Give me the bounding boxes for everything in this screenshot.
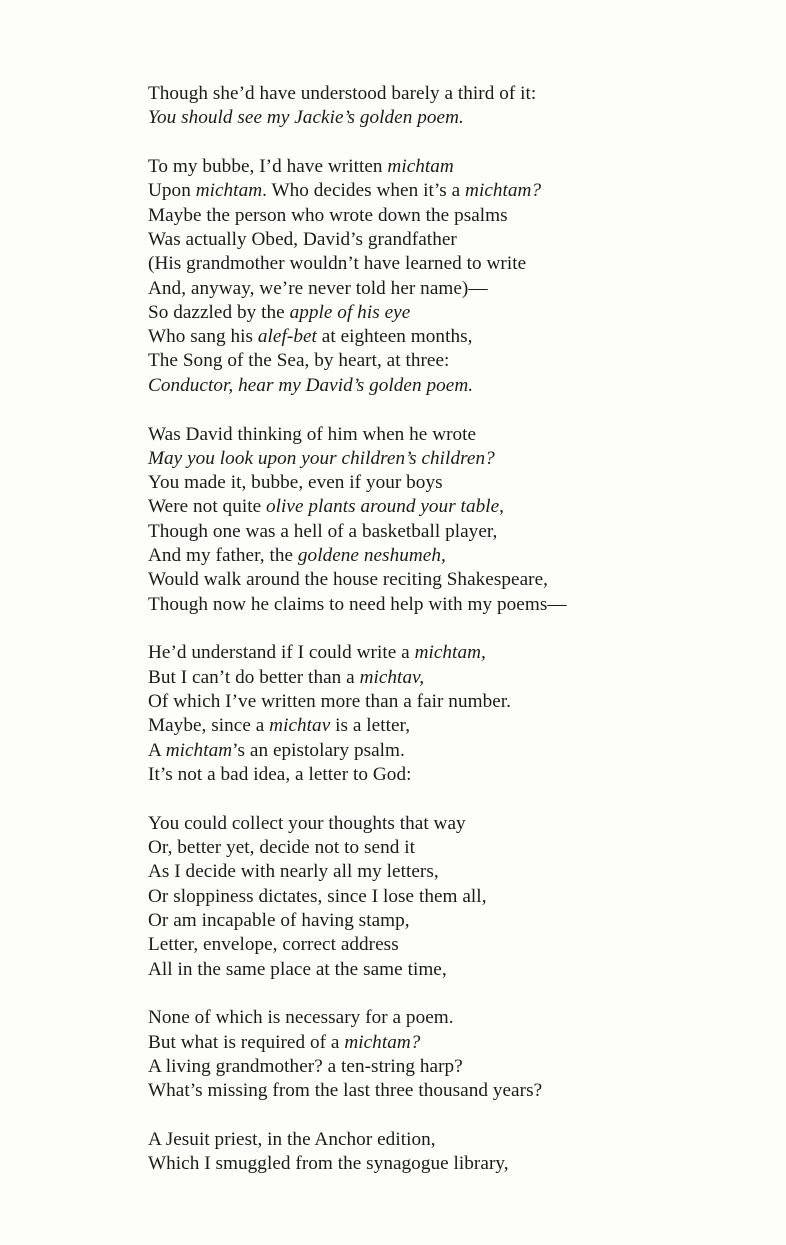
poem-line	[148, 228, 768, 252]
poem-line	[148, 812, 768, 836]
poem-line	[148, 277, 768, 301]
roman-text: But what is required of a	[148, 1031, 345, 1053]
stanza	[148, 1128, 768, 1177]
roman-text: . Who decides when it’s a	[262, 180, 466, 202]
poem-line	[148, 1079, 768, 1103]
poem-line	[148, 106, 768, 130]
roman-text: A	[148, 739, 166, 761]
roman-text: Though now he claims to need help with my poems—	[148, 593, 567, 615]
italic-text: michtam?	[344, 1031, 421, 1053]
poem-line	[148, 763, 768, 787]
roman-text: Or sloppiness dictates, since I lose them all,	[148, 885, 487, 907]
roman-text: Were not quite	[148, 496, 267, 518]
italic-text: olive plants around your table,	[266, 496, 505, 518]
italic-text: apple of his eye	[289, 301, 411, 323]
poem-line	[148, 252, 768, 276]
roman-text: A living grandmother? a ten-string harp?	[148, 1055, 463, 1077]
poem-line	[148, 544, 768, 568]
roman-text: Or am incapable of having stamp,	[148, 909, 410, 931]
roman-text: The Song of the Sea, by heart, at three:	[148, 350, 450, 372]
roman-text: Which I smuggled from the synagogue library,	[148, 1153, 509, 1175]
poem-line	[148, 1152, 768, 1176]
italic-text: michtam,	[414, 642, 486, 664]
stanza	[148, 155, 768, 398]
italic-text: michtav,	[359, 666, 425, 688]
roman-text: ’s an epistolary psalm.	[232, 739, 405, 761]
poem-line	[148, 836, 768, 860]
roman-text: So dazzled by the	[148, 301, 290, 323]
poem-line	[148, 690, 768, 714]
roman-text: Though she’d have understood barely a third of it:	[148, 83, 537, 104]
italic-text: michtam	[165, 739, 233, 761]
roman-text: Maybe, since a	[148, 715, 270, 737]
poem-line	[148, 641, 768, 665]
italic-text: michtam?	[465, 180, 542, 202]
italic-text: michtam	[195, 180, 263, 202]
italic-text: May you look upon your children’s children?	[148, 447, 495, 469]
italic-text: You should see my Jackie’s golden poem.	[148, 107, 464, 129]
roman-text: And, anyway, we’re never told her name)—	[148, 277, 488, 299]
poem-line	[148, 909, 768, 933]
roman-text: Was actually Obed, David’s grandfather	[148, 228, 457, 250]
poem-line	[148, 1128, 768, 1152]
roman-text: at eighteen months,	[316, 326, 473, 348]
roman-text: Or, better yet, decide not to send it	[148, 837, 415, 859]
roman-text: Maybe the person who wrote down the psalms	[148, 204, 508, 226]
roman-text: Upon	[148, 180, 196, 202]
roman-text: (His grandmother wouldn’t have learned to write	[148, 253, 527, 275]
poem-line	[148, 714, 768, 738]
poem-line	[148, 1055, 768, 1079]
poem-line	[148, 423, 768, 447]
italic-text: michtav	[269, 715, 331, 737]
poem-line	[148, 447, 768, 471]
roman-text: Letter, envelope, correct address	[148, 934, 399, 956]
roman-text: None of which is necessary for a poem.	[148, 1007, 454, 1029]
poem-line	[148, 155, 768, 179]
italic-text: alef-bet	[257, 326, 317, 348]
roman-text: Though one was a hell of a basketball player,	[148, 520, 498, 542]
roman-text: Of which I’ve written more than a fair number.	[148, 691, 512, 713]
poem-line	[148, 666, 768, 690]
poem-line	[148, 1006, 768, 1030]
poem-line	[148, 885, 768, 909]
roman-text: Who sang his	[148, 326, 258, 348]
poem-line	[148, 1031, 768, 1055]
stanza	[148, 1006, 768, 1103]
stanza	[148, 812, 768, 982]
roman-text: Would walk around the house reciting Shakespeare,	[148, 569, 548, 591]
poem-line	[148, 520, 768, 544]
poem-text	[148, 82, 768, 1201]
roman-text: You made it, bubbe, even if your boys	[148, 472, 443, 494]
stanza	[148, 423, 768, 617]
italic-text: goldene neshumeh,	[297, 545, 446, 567]
poem-line	[148, 495, 768, 519]
roman-text: Was David thinking of him when he wrote	[148, 423, 477, 445]
roman-text: It’s not a bad idea, a letter to God:	[148, 763, 412, 785]
poem-line	[148, 374, 768, 398]
italic-text: michtam	[387, 156, 454, 178]
poem-line	[148, 568, 768, 592]
roman-text: All in the same place at the same time,	[148, 958, 447, 980]
poem-line	[148, 860, 768, 884]
stanza	[148, 641, 768, 787]
poem-line	[148, 739, 768, 763]
poem-line	[148, 933, 768, 957]
poem-line	[148, 301, 768, 325]
roman-text: A Jesuit priest, in the Anchor edition,	[148, 1128, 436, 1150]
poem-line	[148, 204, 768, 228]
roman-text: He’d understand if I could write a	[148, 642, 415, 664]
roman-text: As I decide with nearly all my letters,	[148, 861, 439, 883]
roman-text: You could collect your thoughts that way	[148, 812, 466, 834]
roman-text: To my bubbe, I’d have written	[148, 156, 388, 178]
roman-text: is a letter,	[330, 715, 411, 737]
italic-text: Conductor, hear my David’s golden poem.	[148, 374, 474, 396]
stanza	[148, 82, 768, 131]
roman-text: And my father, the	[148, 545, 298, 567]
poem-line	[148, 958, 768, 982]
roman-text: What’s missing from the last three thousand years?	[148, 1080, 543, 1102]
roman-text: But I can’t do better than a	[148, 666, 360, 688]
poem-line	[148, 471, 768, 495]
poem-line	[148, 82, 768, 106]
poem-line	[148, 593, 768, 617]
poem-line	[148, 349, 768, 373]
poem-line	[148, 179, 768, 203]
poem-line	[148, 325, 768, 349]
